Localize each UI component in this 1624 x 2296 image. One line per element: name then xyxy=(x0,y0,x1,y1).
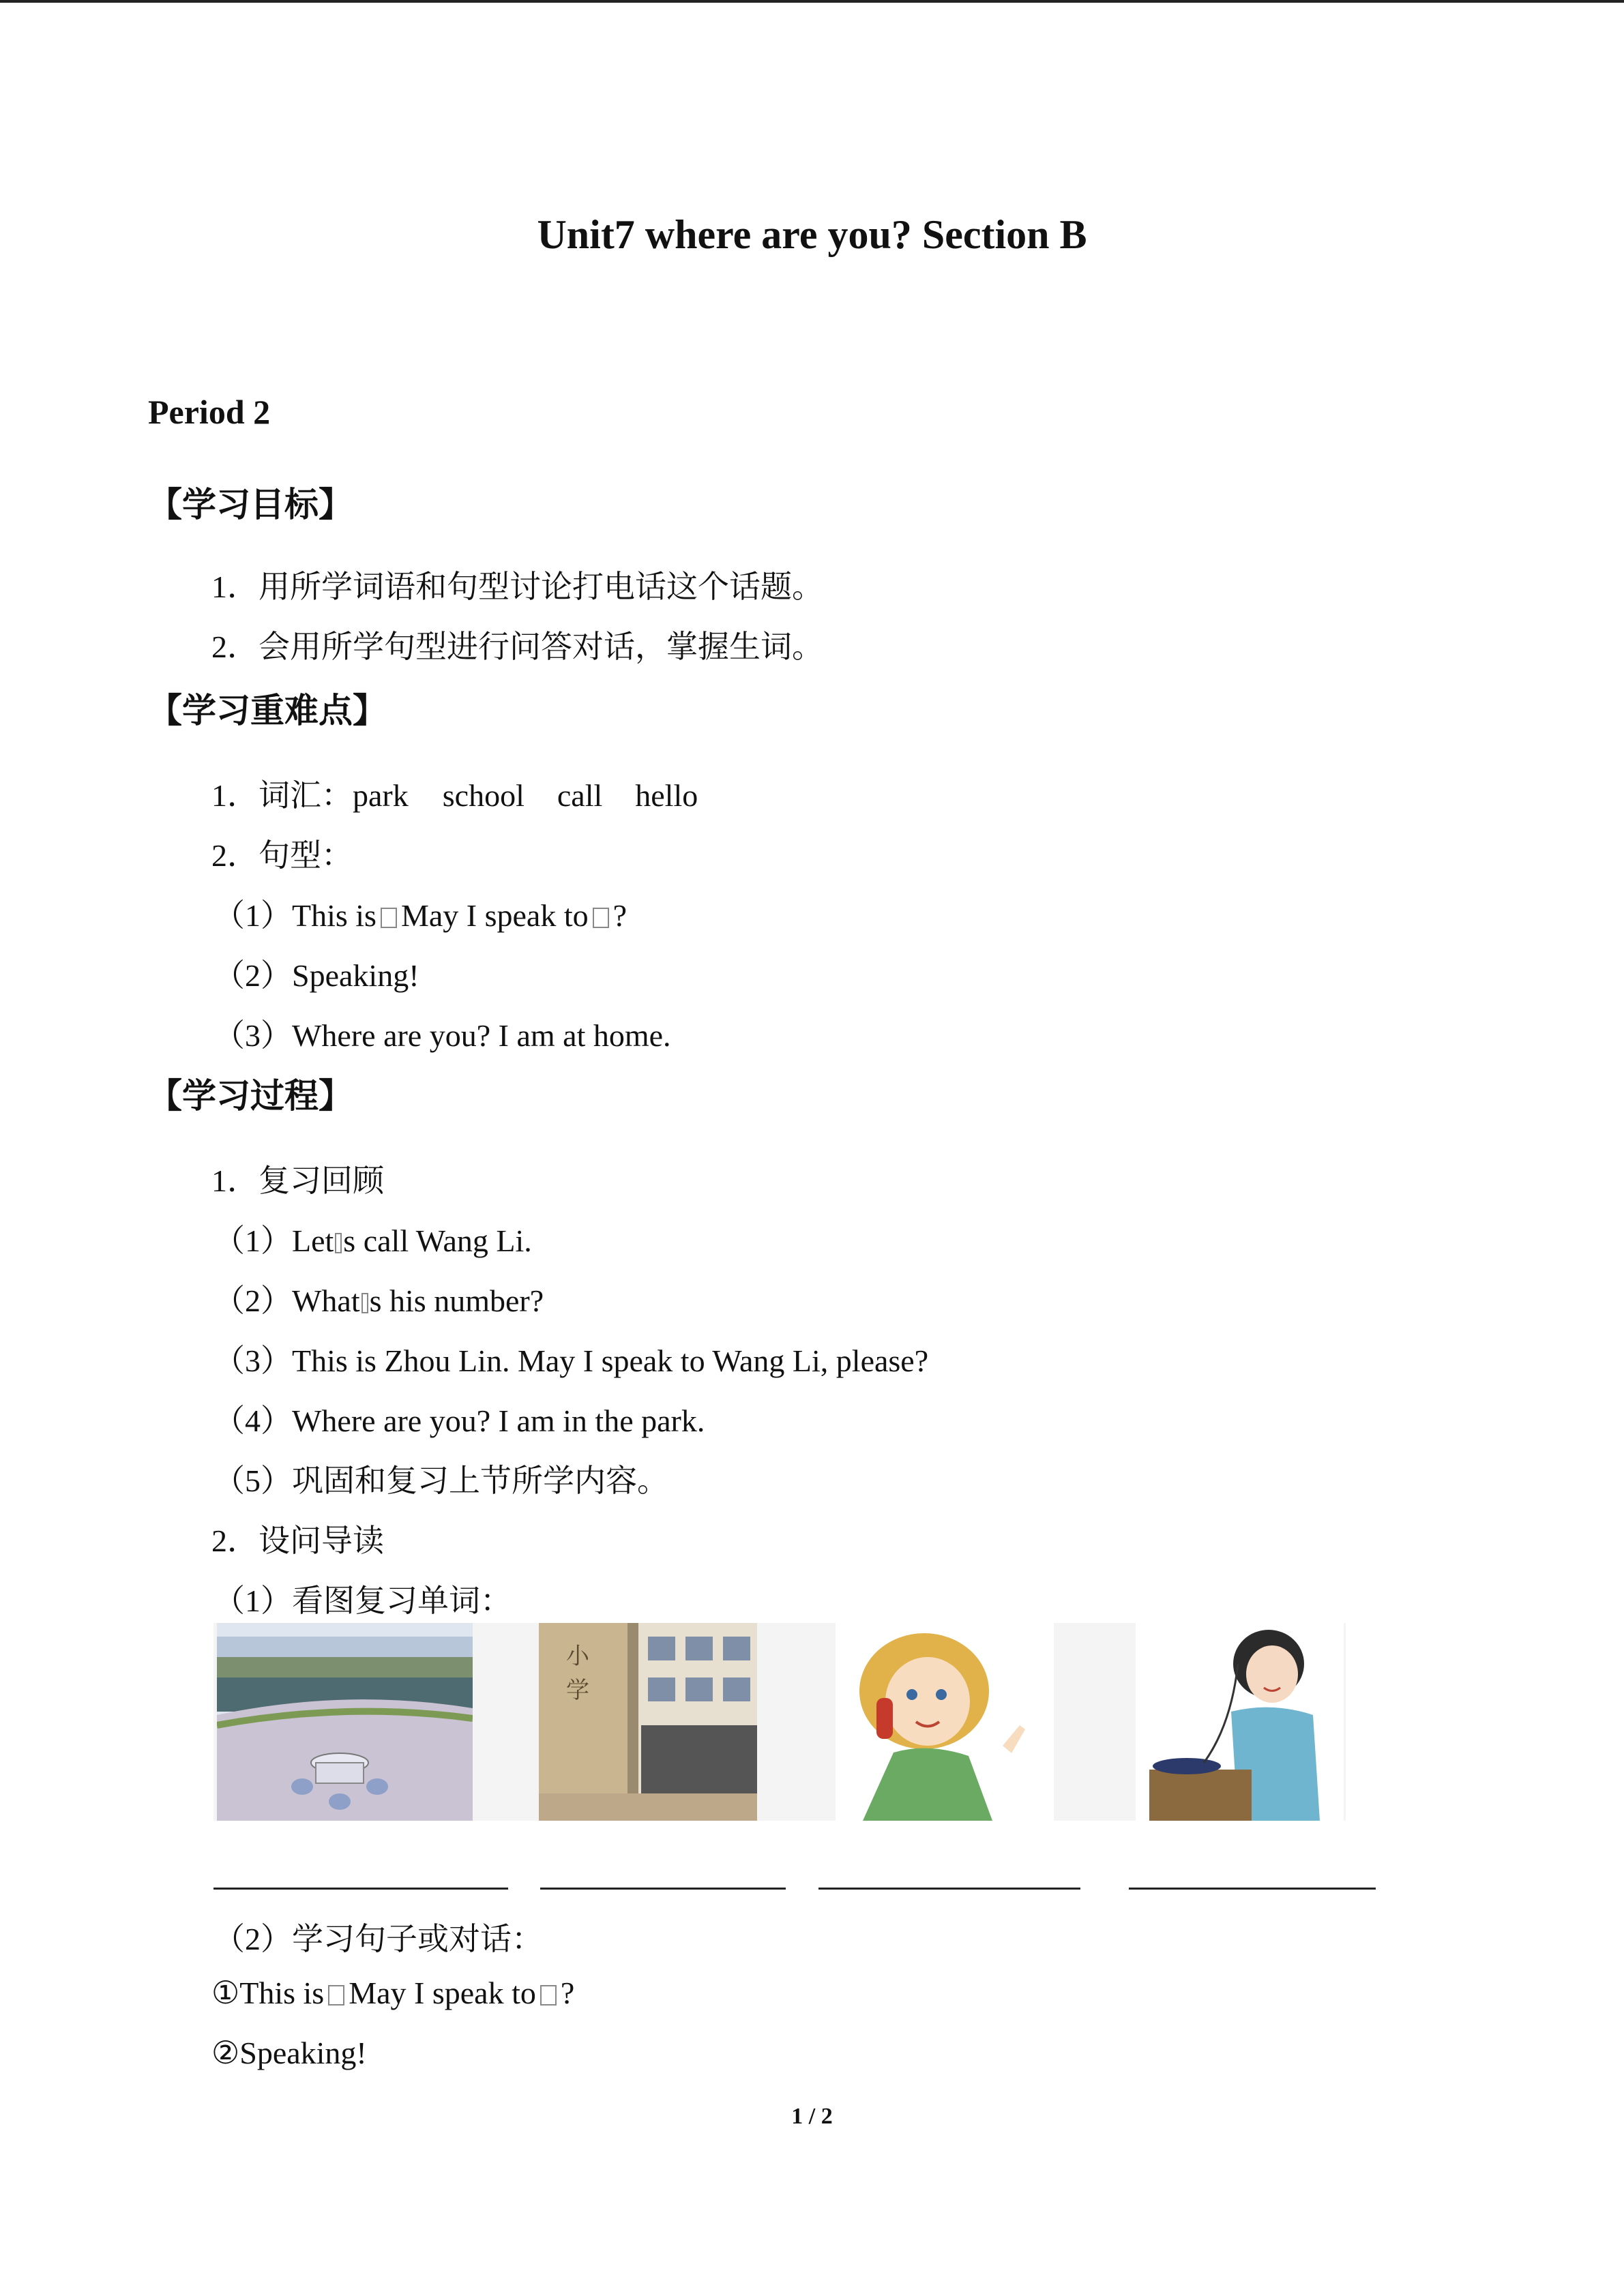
sentence-1-a: ①This is xyxy=(211,1976,325,2010)
goals-heading: 【学习目标】 xyxy=(148,485,353,524)
sentence-1 xyxy=(211,1974,574,2011)
process-heading: 【学习过程】 xyxy=(148,1076,353,1116)
woman-at-telephone-picture xyxy=(1136,1623,1344,1821)
review-item-1-b: s call Wang Li. xyxy=(343,1223,532,1258)
vocab-word: hello xyxy=(635,778,698,813)
pattern-1-part-a: （1）This is xyxy=(213,898,377,933)
school-illustration xyxy=(539,1623,757,1821)
page-title: Unit7 where are you? Section B xyxy=(537,212,1087,257)
blank-box xyxy=(381,908,397,928)
review-item-1 xyxy=(213,1216,532,1261)
pattern-1-part-c: ? xyxy=(612,898,628,933)
answer-blank-4[interactable] xyxy=(1129,1888,1376,1890)
period-label: Period 2 xyxy=(148,393,271,431)
missing-glyph-box xyxy=(361,1293,368,1313)
guide-item-1: （1）看图复习单词： xyxy=(213,1583,512,1618)
blank-box xyxy=(540,1985,557,2006)
review-item-2 xyxy=(213,1276,544,1321)
pattern-1-part-b: May I speak to xyxy=(400,898,589,933)
school-picture xyxy=(539,1623,757,1821)
review-label: 1．复习回顾 xyxy=(211,1163,384,1198)
vocab-word: school xyxy=(442,778,525,813)
goal-item-2: 2．会用所学句型进行问答对话，掌握生词。 xyxy=(211,629,823,664)
vocab-word: call xyxy=(557,778,603,813)
answer-blank-3[interactable] xyxy=(818,1888,1080,1890)
review-item-5: （5）巩固和复习上节所学内容。 xyxy=(213,1463,668,1498)
answer-blank-2[interactable] xyxy=(540,1888,786,1890)
sentence-2: ②Speaking! xyxy=(211,2036,367,2070)
pattern-label: 2．句型： xyxy=(211,838,353,873)
answer-blank-1[interactable] xyxy=(213,1888,508,1890)
top-border xyxy=(0,0,1624,3)
park-picture xyxy=(217,1623,473,1821)
sentence-1-b: May I speak to xyxy=(349,1976,536,2010)
review-item-2-b: s his number? xyxy=(369,1283,544,1318)
blank-box xyxy=(328,1985,344,2006)
vocab-word: park xyxy=(353,778,409,813)
girl-illustration xyxy=(836,1623,1054,1821)
pattern-1 xyxy=(213,891,627,936)
svg-text:学: 学 xyxy=(566,1677,589,1704)
guide-item-2: （2）学习句子或对话： xyxy=(213,1922,543,1956)
woman-illustration xyxy=(1136,1623,1344,1821)
pattern-3: （3）Where are you? I am at home. xyxy=(213,1018,671,1053)
blank-box xyxy=(593,908,609,928)
pattern-2: （2）Speaking! xyxy=(213,958,419,993)
review-item-4: （4）Where are you? I am in the park. xyxy=(213,1403,705,1438)
girl-on-phone-picture xyxy=(836,1623,1054,1821)
goal-item-1: 1．用所学词语和句型讨论打电话这个话题。 xyxy=(211,569,823,604)
key-points-heading: 【学习重难点】 xyxy=(148,691,387,730)
review-item-3: （3）This is Zhou Lin. May I speak to Wang Li, please? xyxy=(213,1343,929,1378)
vocab-line xyxy=(211,771,698,816)
review-item-1-a: （1）Let xyxy=(213,1223,334,1258)
park-illustration xyxy=(217,1623,473,1821)
missing-glyph-box xyxy=(335,1233,342,1253)
review-item-2-a: （2）What xyxy=(213,1283,360,1318)
guide-label: 2．设问导读 xyxy=(211,1523,384,1558)
sentence-1-c: ? xyxy=(560,1976,575,2010)
svg-text:小: 小 xyxy=(566,1643,589,1670)
page-number: 1 / 2 xyxy=(791,2104,833,2129)
vocab-label: 1．词汇： xyxy=(211,778,353,813)
